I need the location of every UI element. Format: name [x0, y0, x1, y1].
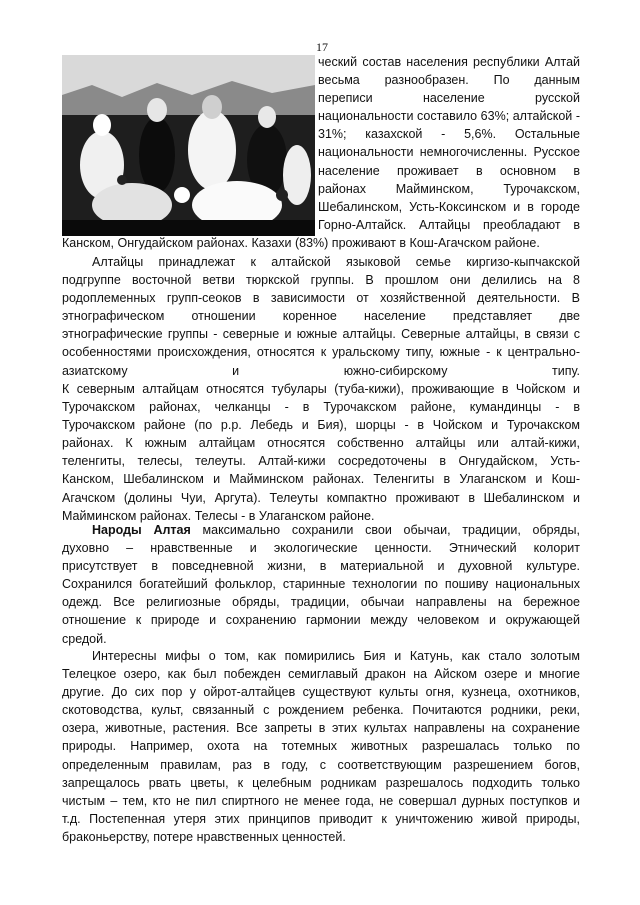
- text-line: национальности составило 63%; алтайской -: [318, 109, 580, 124]
- text-line: Агачском (долины Чуи, Аргута). Телеуты компактно проживают в Шебалинском и: [62, 490, 580, 505]
- text-line: запрещалось рвать цветы, к целебным родникам разрешалось подходить только: [62, 775, 580, 790]
- text-line: средой.: [62, 631, 107, 646]
- text-line: браконьерству, потере нравственных ценностей.: [62, 829, 346, 844]
- paragraph-altai-language: [62, 253, 580, 380]
- text-line: весьма разнообразен. По данным: [318, 73, 580, 88]
- text-line: присутствует в повседневной жизни, в материальной и духовной культуре.: [62, 559, 580, 574]
- text-line: т.д. Постепенная утеря этих принципов приводит к уничтожению живой природы,: [62, 811, 580, 826]
- text-line: азиатскому и южно-сибирскому типу.: [62, 363, 580, 378]
- text-line: скотоводства, культ, связанный с рождением ребенка. Почитаются родники, реки,: [62, 703, 580, 718]
- photo-image: [62, 55, 315, 236]
- text-line: ческий состав населения республики Алтай: [318, 55, 580, 69]
- text-line: отношение к природе и сохранению гармонии между человеком и окружающей: [62, 613, 580, 628]
- text-line: Канском, Онгудайском районах. Казахи (83%) проживают в Кош-Агачском районе.: [62, 236, 540, 250]
- text-line: этнографическом отношении коренное население представляет две: [62, 309, 580, 324]
- text-line: Интересны мифы о том, как помирились Бия и Катунь, как стало золотым: [92, 649, 580, 663]
- text-line: Канском, Шебалинском и Майминском районах. Теленгиты в Улаганском и Кош-: [62, 472, 580, 487]
- text-line: Майминском районах. Телесы - в Улаганском районе.: [62, 508, 375, 523]
- text-line: одежд. Все религиозные обряды, традиции, обычаи направлены на бережное: [62, 595, 580, 610]
- text-line: Сохранился богатейший фольклор, старинные технологии по пошиву национальных: [62, 577, 580, 592]
- text-line: чистым – тем, кто не пил спиртного не менее года, не совершал дурных поступков и: [62, 793, 580, 808]
- text-line: озера, животные, растения. Все запреты в этих культах направлены на сохранение: [62, 721, 580, 736]
- text-line: Телецкое озеро, как был побежден семиглавый дракон на Айском озере и многие: [62, 667, 580, 682]
- text-line: Горно-Алтайск. Алтайцы преобладают в: [318, 217, 580, 232]
- text-segment: максимально сохранили свои обычаи, традиции, обряды,: [190, 523, 580, 537]
- paragraph-myths-and-cults: [62, 647, 580, 846]
- text-line: [62, 521, 580, 539]
- text-line: духовно – нравственные и экологические ценности. Этнический колорит: [62, 541, 580, 556]
- text-line: родоплеменных групп-сеоков в зависимости от хозяйственной деятельности. В: [62, 291, 580, 306]
- page-number: 17: [316, 40, 328, 54]
- text-line: Шебалинском, Усть-Коксинском и в городе: [318, 199, 580, 214]
- text-line: теленгиты, телесы, телеуты. Алтай-кижи сосредоточены в Онгудайском, Усть-: [62, 454, 580, 469]
- text-line: население проживает в основном в: [318, 163, 580, 178]
- text-line: этнографические группы - северные и южные алтайцы. Северные алтайцы, в связи с: [62, 327, 580, 342]
- paragraph-northern-altaians: [62, 380, 580, 525]
- text-line: Турочакском районах, челканцы - в Турочакском районе, кумандинцы - в: [62, 400, 580, 415]
- text-line: подгруппе восточной ветви тюркской группы. В прошлом они делились на 8: [62, 273, 580, 288]
- text-line: определенным правилам, раз в году, с соответствующим разрешением богов,: [62, 757, 580, 772]
- text-line: 31%; казахской - 5,6%. Остальные: [318, 127, 580, 142]
- text-line: К северным алтайцам относятся тубулары (туба-кижи), проживающие в Чойском и: [62, 382, 580, 396]
- intro-tail: [62, 234, 580, 252]
- text-line: районах. К южным алтайцам относятся собственно алтайцы или алтай-кижи,: [62, 436, 580, 451]
- text-line: районах Майминском, Турочакском,: [318, 181, 580, 196]
- text-line: Алтайцы принадлежат к алтайской языковой семье киргизо-кыпчакской: [92, 255, 580, 269]
- paragraph-peoples-of-altai: [62, 521, 580, 648]
- text-line: другие. До сих пор у ойрот-алтайцев существуют культы огня, кузнеца, охотников,: [62, 685, 580, 700]
- photo-of-people-group: [62, 55, 315, 236]
- text-line: особенностями происхождения, относятся к уральскому типу, южные - к центрально-: [62, 345, 580, 360]
- text-line: природы. Например, охота на тотемных животных разрешалась только по: [62, 739, 580, 754]
- text-line: национальности немногочисленны. Русское: [318, 145, 580, 160]
- text-line: Турочакском районе (по р.р. Лебедь и Бия), шорцы - в Чойском и Турочакском: [62, 418, 580, 433]
- intro-wrapped-text: [318, 53, 580, 234]
- text-line: переписи население русской: [318, 91, 580, 106]
- bold-heading: Народы Алтая: [92, 523, 191, 537]
